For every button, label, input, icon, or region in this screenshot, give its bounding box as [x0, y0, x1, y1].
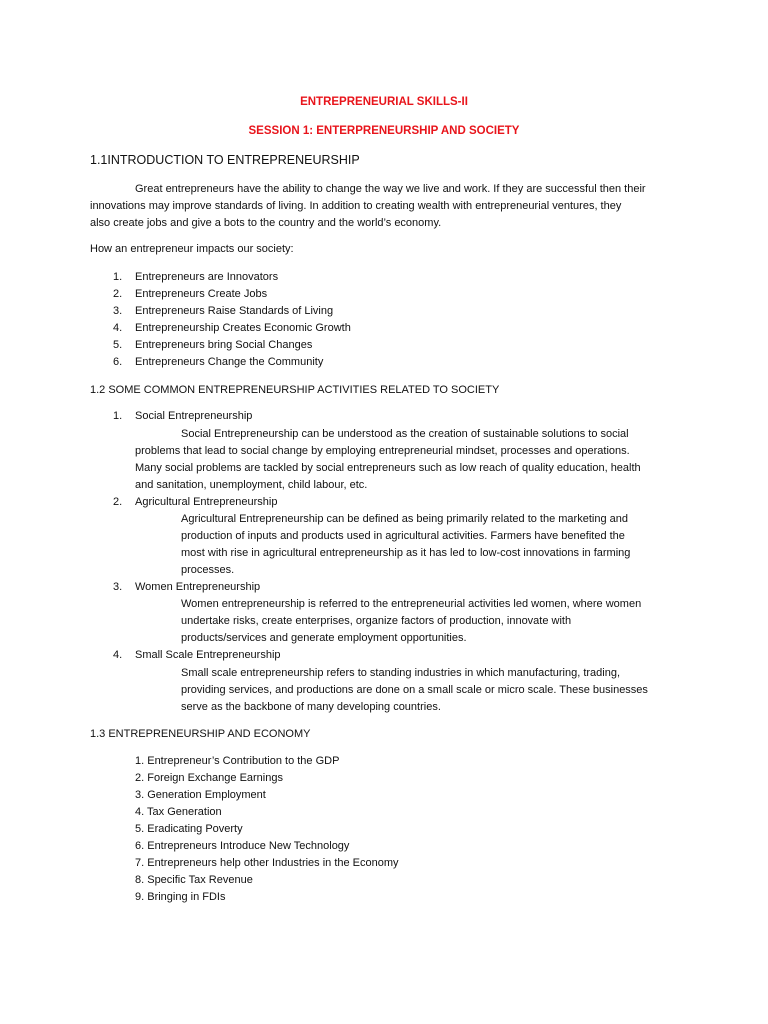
activity-line: and sanitation, unemployment, child labour, etc. [135, 479, 368, 491]
list-item: Entrepreneurs Create Jobs [135, 288, 268, 300]
list-item: 7. Entrepreneurs help other Industries in the Economy [135, 857, 399, 869]
list-item: 5. Eradicating Poverty [135, 823, 243, 835]
activity-line: serve as the backbone of many developing countries. [181, 701, 441, 713]
activity-line: Agricultural Entrepreneurship can be defined as being primarily related to the marketing and [181, 513, 628, 525]
activity-title: Women Entrepreneurship [135, 581, 261, 593]
activity-line: Small scale entrepreneurship refers to standing industries in which manufacturing, trading, [181, 667, 621, 679]
intro-paragraph-line: innovations may improve standards of living. In addition to creating wealth with entrepreneurial ventures, they [90, 200, 622, 212]
list-item: Entrepreneurs Change the Community [135, 356, 324, 368]
list-item: 6. Entrepreneurs Introduce New Technology [135, 840, 350, 852]
list-item: Entrepreneurs bring Social Changes [135, 339, 313, 351]
impact-lead: How an entrepreneur impacts our society: [90, 243, 294, 255]
activity-line: undertake risks, create enterprises, organize factors of production, innovate with [181, 615, 572, 627]
activity-line: processes. [181, 564, 235, 576]
activity-line: Women entrepreneurship is referred to the entrepreneurial activities led women, where women [181, 598, 642, 610]
list-number: 2. [113, 288, 123, 300]
list-item: 9. Bringing in FDIs [135, 891, 226, 903]
list-item: Entrepreneurship Creates Economic Growth [135, 322, 351, 334]
list-number: 4. [113, 649, 123, 661]
activity-title: Agricultural Entrepreneurship [135, 496, 278, 508]
list-item: 2. Foreign Exchange Earnings [135, 772, 283, 784]
list-item: 8. Specific Tax Revenue [135, 874, 253, 886]
list-item: Entrepreneurs are Innovators [135, 271, 279, 283]
document-title: ENTREPRENEURIAL SKILLS-II [300, 96, 468, 108]
section-1-heading: 1.1INTRODUCTION TO ENTREPRENEURSHIP [90, 153, 360, 167]
activity-title: Small Scale Entrepreneurship [135, 649, 281, 661]
list-number: 3. [113, 581, 123, 593]
list-number: 4. [113, 322, 123, 334]
list-number: 1. [113, 410, 123, 422]
list-item: Entrepreneurs Raise Standards of Living [135, 305, 334, 317]
activity-line: providing services, and productions are done on a small scale or micro scale. These businesses [181, 684, 648, 696]
list-item: 4. Tax Generation [135, 806, 222, 818]
activity-line: products/services and generate employment opportunities. [181, 632, 467, 644]
activity-line: Social Entrepreneurship can be understood as the creation of sustainable solutions to social [181, 428, 629, 440]
list-number: 6. [113, 356, 123, 368]
list-number: 5. [113, 339, 123, 351]
activity-line: most with rise in agricultural entrepreneurship as it has led to low-cost innovations in farming [181, 547, 631, 559]
activity-line: Many social problems are tackled by social entrepreneurs such as low reach of quality education, health [135, 462, 641, 474]
intro-paragraph-line: also create jobs and give a bots to the country and the world’s economy. [90, 217, 442, 229]
session-title: SESSION 1: ENTERPRENEURSHIP AND SOCIETY [248, 125, 520, 137]
activity-title: Social Entrepreneurship [135, 410, 253, 422]
list-item: 3. Generation Employment [135, 789, 266, 801]
section-2-heading: 1.2 SOME COMMON ENTREPRENEURSHIP ACTIVITIES RELATED TO SOCIETY [90, 384, 500, 396]
section-3-heading: 1.3 ENTREPRENEURSHIP AND ECONOMY [90, 728, 311, 740]
list-number: 1. [113, 271, 123, 283]
activity-line: problems that lead to social change by employing entrepreneurial mindset, processes and operations. [135, 445, 630, 457]
activity-line: production of inputs and products used in agricultural activities. Farmers have benefited the [181, 530, 625, 542]
intro-paragraph-line: Great entrepreneurs have the ability to change the way we live and work. If they are successful then their [135, 183, 646, 195]
list-number: 3. [113, 305, 123, 317]
list-number: 2. [113, 496, 123, 508]
list-item: 1. Entrepreneur’s Contribution to the GDP [135, 755, 340, 767]
